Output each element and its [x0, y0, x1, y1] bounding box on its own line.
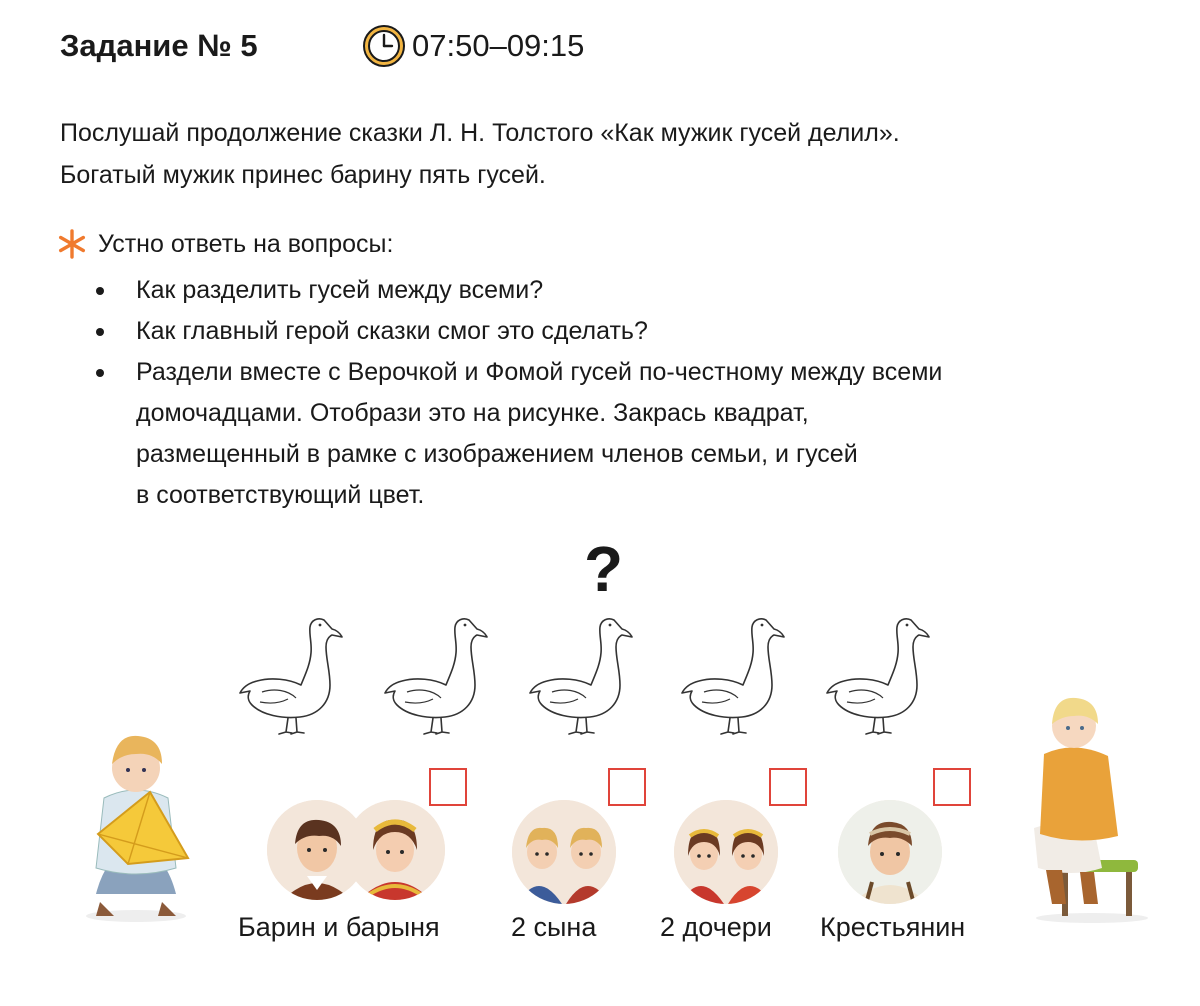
list-item: [96, 311, 942, 352]
questions-heading-text: Устно ответь на вопросы:: [98, 229, 394, 258]
avatar-peasant: [838, 800, 942, 904]
peasant-portrait-icon: [838, 800, 942, 904]
task-title: Задание № 5: [60, 28, 258, 63]
questions-heading: [56, 228, 393, 260]
task-line: в соответствующий цвет.: [136, 481, 425, 509]
goose-icon[interactable]: [232, 612, 344, 736]
bullet-icon: [96, 328, 104, 336]
goose-icon[interactable]: [522, 612, 634, 736]
question-list: [96, 270, 942, 516]
checkbox-peasant[interactable]: [933, 768, 971, 806]
goose-icon[interactable]: [819, 612, 931, 736]
goose-icon[interactable]: [674, 612, 786, 736]
list-item: [96, 352, 942, 516]
intro-line: Богатый мужик принес барину пять гусей.: [60, 161, 546, 189]
label-peasant: Крестьянин: [820, 912, 966, 942]
intro-text: [60, 112, 900, 196]
checkbox-barin-barynya[interactable]: [429, 768, 467, 806]
question-mark: ?: [584, 533, 624, 605]
two-boys-portrait-icon: [512, 800, 616, 904]
time-text: 07:50–09:15: [412, 28, 585, 63]
label-sons: 2 сына: [511, 912, 597, 942]
avatar-daughters: [674, 800, 778, 904]
label-barin-barynya: Барин и барыня: [238, 912, 440, 942]
clock-icon: [362, 24, 406, 68]
bullet-icon: [96, 287, 104, 295]
checkbox-sons[interactable]: [608, 768, 646, 806]
task-line: Раздели вместе с Верочкой и Фомой гусей по-честному между всеми: [136, 358, 943, 386]
task-line: домочадцами. Отобрази это на рисунке. Закрась квадрат,: [136, 399, 809, 427]
two-girls-portrait-icon: [674, 800, 778, 904]
task-line: размещенный в рамке с изображением членов семьи, и гусей: [136, 440, 858, 468]
intro-line: Послушай продолжение сказки Л. Н. Толстого «Как мужик гусей делил».: [60, 119, 900, 147]
time-range: [362, 24, 584, 68]
bullet-icon: [96, 369, 104, 377]
avatar-sons: [512, 800, 616, 904]
checkbox-daughters[interactable]: [769, 768, 807, 806]
list-item: [96, 270, 942, 311]
avatar-barynya: [345, 800, 445, 900]
woman-portrait-icon: [345, 800, 445, 900]
label-daughters: 2 дочери: [660, 912, 772, 942]
question-text: Как разделить гусей между всеми?: [136, 276, 544, 304]
boy-with-kite-illustration: [76, 724, 196, 924]
goose-icon[interactable]: [377, 612, 489, 736]
asterisk-icon: [56, 228, 88, 260]
girl-sitting-illustration: [1022, 692, 1152, 924]
question-text: Как главный герой сказки смог это сделать?: [136, 317, 648, 345]
